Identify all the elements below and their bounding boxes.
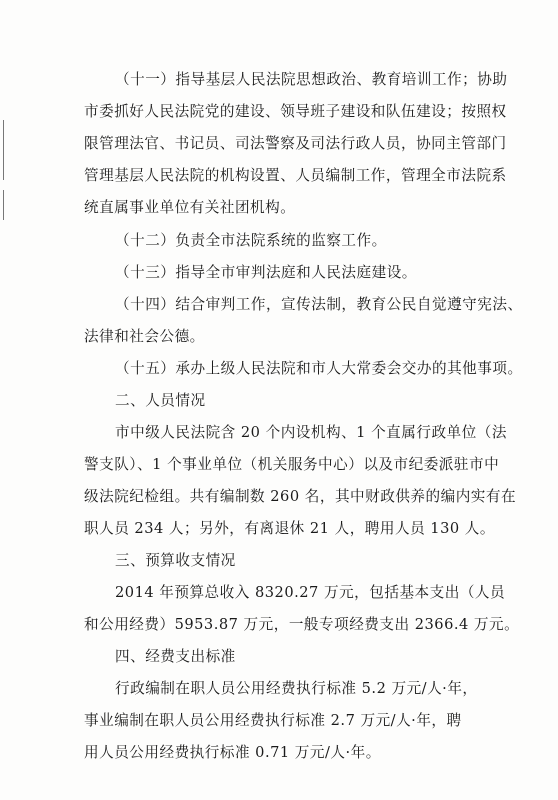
section-heading: 三、预算收支情况: [115, 552, 236, 569]
text-line: （十二）负责全市法院系统的监察工作。: [115, 232, 387, 249]
text-line: （十五）承办上级人民法院和市人大常委会交办的其他事项。: [115, 360, 523, 377]
text-line: 警支队）、1 个事业单位（机关服务中心）以及市纪委派驻市中: [84, 456, 500, 473]
text-line: 和公用经费）5953.87 万元，一般专项经费支出 2366.4 万元。: [84, 616, 520, 633]
text-line: 法律和社会公德。: [84, 328, 205, 345]
section-heading: 四、经费支出标准: [115, 648, 236, 665]
scan-edge-mark: [3, 120, 4, 180]
text-line: 级法院纪检组。共有编制数 260 名，其中财政供养的编内实有在: [84, 488, 517, 505]
text-line: （十四）结合审判工作，宣传法制，教育公民自觉遵守宪法、: [115, 296, 523, 313]
text-line: 事业编制在职人员公用经费执行标准 2.7 万元/人·年，聘: [84, 712, 462, 729]
scan-edge-mark: [3, 190, 4, 220]
section-heading: 二、人员情况: [115, 392, 206, 409]
text-line: 管理基层人民法院的机构设置、人员编制工作，管理全市法院系: [84, 167, 507, 184]
text-line: （十一）指导基层人民法院思想政治、教育培训工作；协助: [115, 71, 508, 88]
text-line: 行政编制在职人员公用经费执行标准 5.2 万元/人·年，: [115, 680, 478, 697]
text-line: 2014 年预算总收入 8320.27 万元，包括基本支出（人员: [115, 584, 506, 601]
text-line: 市委抓好人民法院党的建设、领导班子建设和队伍建设；按照权: [84, 103, 507, 120]
text-line: 限管理法官、书记员、司法警察及司法行政人员，协同主管部门: [84, 135, 507, 152]
text-line: 职人员 234 人；另外，有离退休 21 人，聘用人员 130 人。: [84, 520, 495, 537]
text-line: （十三）指导全市审判法庭和人民法庭建设。: [115, 264, 417, 281]
text-line: 市中级人民法院含 20 个内设机构、1 个直属行政单位（法: [115, 424, 507, 441]
text-line: 统直属事业单位有关社团机构。: [84, 199, 296, 216]
text-line: 用人员公用经费执行标准 0.71 万元/人·年。: [84, 744, 381, 761]
